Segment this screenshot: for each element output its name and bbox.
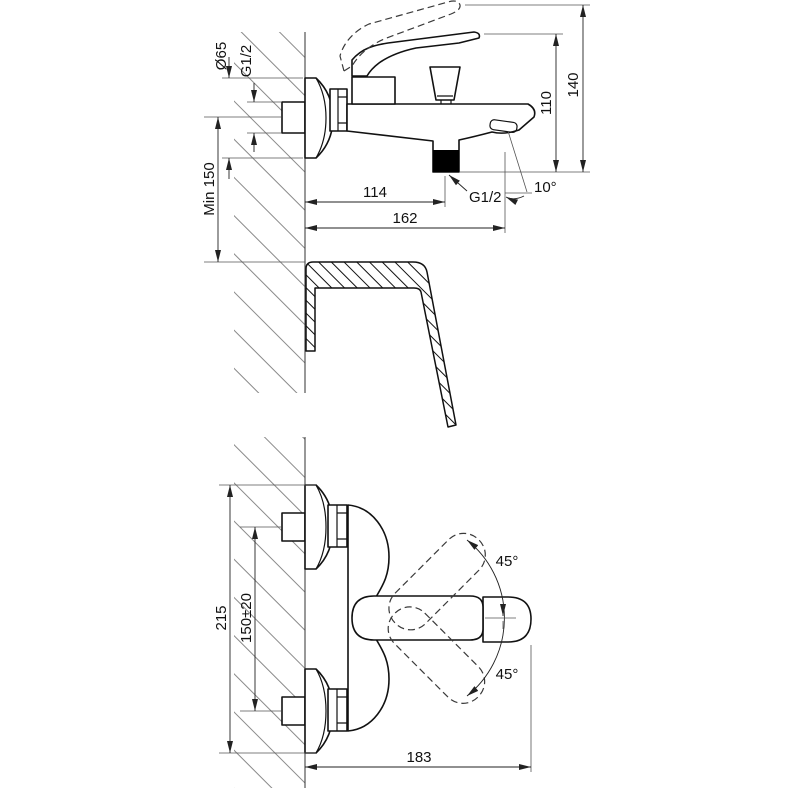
front-view (282, 485, 531, 753)
side-view (282, 1, 535, 172)
dim-outlet-thread: G1/2 (469, 189, 502, 206)
dim-overall-height: 140 (565, 72, 582, 98)
handle-grip-front (483, 597, 531, 642)
dim-flange-diameter: Ø65 (213, 41, 230, 71)
escutcheon-side (305, 78, 333, 158)
dim-spout-angle: 10° (534, 179, 557, 196)
wall-hatch-upper (234, 32, 305, 393)
dim-outlet-to-handle-height: 110 (538, 91, 555, 115)
dim-overall-span: 215 (213, 605, 230, 631)
dim-min-mounting-height: Min 150 (201, 162, 218, 216)
bath-rim-section (306, 262, 456, 427)
dim-inlet-thread: G1/2 (238, 44, 255, 78)
inlet-connector-side (282, 102, 305, 133)
dim-handle-swing-up: 45° (495, 553, 519, 570)
dim-overall-width: 183 (406, 749, 432, 766)
cartridge-base (352, 77, 395, 104)
dim-handle-swing-down: 45° (495, 666, 519, 683)
inlet-connector-bottom (282, 697, 305, 725)
outlet-black-thread (433, 150, 459, 172)
dim-inlet-spacing: 150±20 (238, 593, 255, 643)
diverter-knob (430, 67, 460, 100)
wall-section (234, 32, 305, 788)
inlet-connector-top (282, 513, 305, 541)
dim-wall-to-spout-end: 162 (392, 210, 418, 227)
handle-front (352, 596, 483, 640)
dim-wall-to-outlet: 114 (363, 184, 387, 201)
